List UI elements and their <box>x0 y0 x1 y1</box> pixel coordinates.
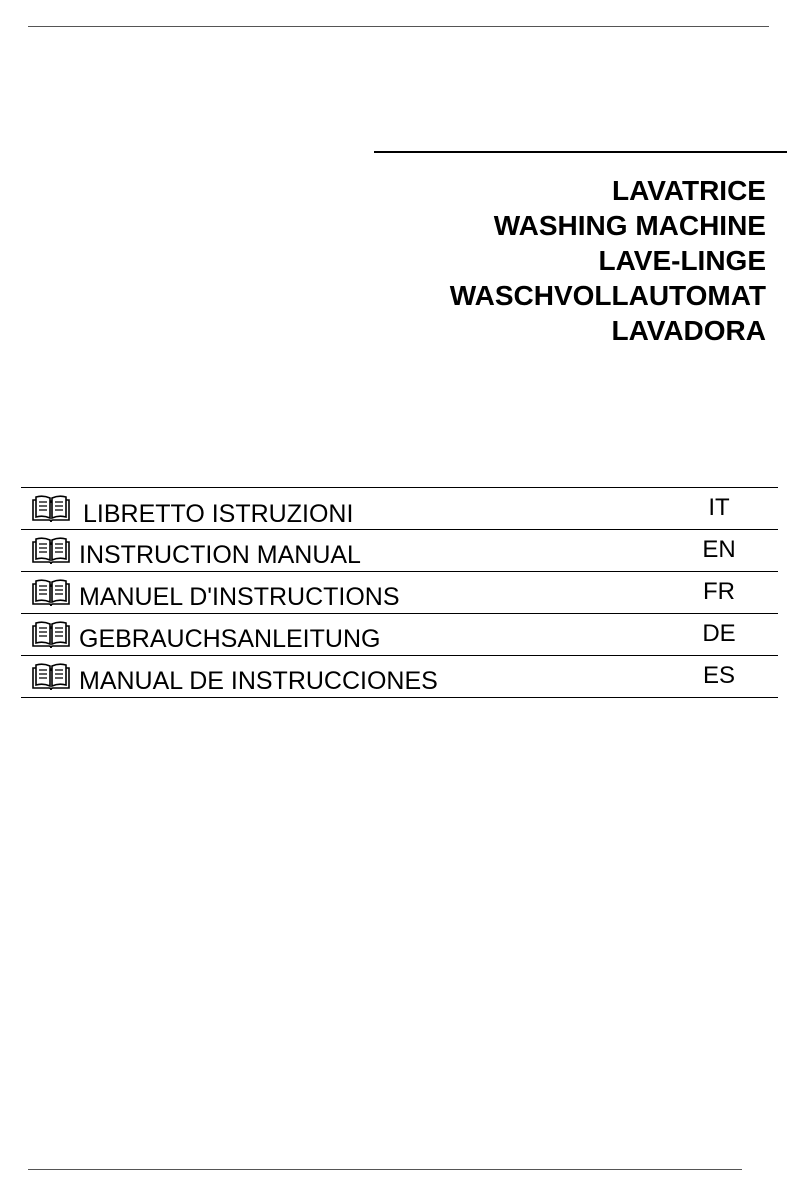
manual-row-fr <box>21 572 778 614</box>
language-code: ES <box>702 662 735 689</box>
manual-label: INSTRUCTION MANUAL <box>79 541 361 569</box>
language-code: EN <box>702 536 736 563</box>
language-code: IT <box>708 494 730 521</box>
product-title-fr: LAVE-LINGE <box>598 245 766 276</box>
book-icon <box>31 535 71 565</box>
manual-label: LIBRETTO ISTRUZIONI <box>83 500 354 528</box>
bottom-divider <box>28 1169 742 1170</box>
manual-label: MANUEL D'INSTRUCTIONS <box>79 583 400 611</box>
book-icon <box>31 493 71 523</box>
manual-row-it <box>21 488 778 530</box>
manual-label: MANUAL DE INSTRUCCIONES <box>79 667 438 695</box>
manual-row-de <box>21 614 778 656</box>
title-divider <box>374 151 787 153</box>
product-title-en: WASHING MACHINE <box>493 210 766 241</box>
manual-row-es <box>21 656 778 698</box>
book-icon <box>31 661 71 691</box>
book-icon <box>31 619 71 649</box>
product-title-es: LAVADORA <box>611 315 766 346</box>
top-divider <box>28 26 769 27</box>
product-titles <box>450 173 766 348</box>
manual-row-en <box>21 530 778 572</box>
manual-language-table <box>21 487 778 698</box>
product-title-it: LAVATRICE <box>612 175 766 206</box>
book-icon <box>31 577 71 607</box>
language-code: DE <box>702 620 736 647</box>
product-title-de: WASCHVOLLAUTOMAT <box>449 280 766 311</box>
manual-label: GEBRAUCHSANLEITUNG <box>79 625 381 653</box>
language-code: FR <box>703 578 735 605</box>
